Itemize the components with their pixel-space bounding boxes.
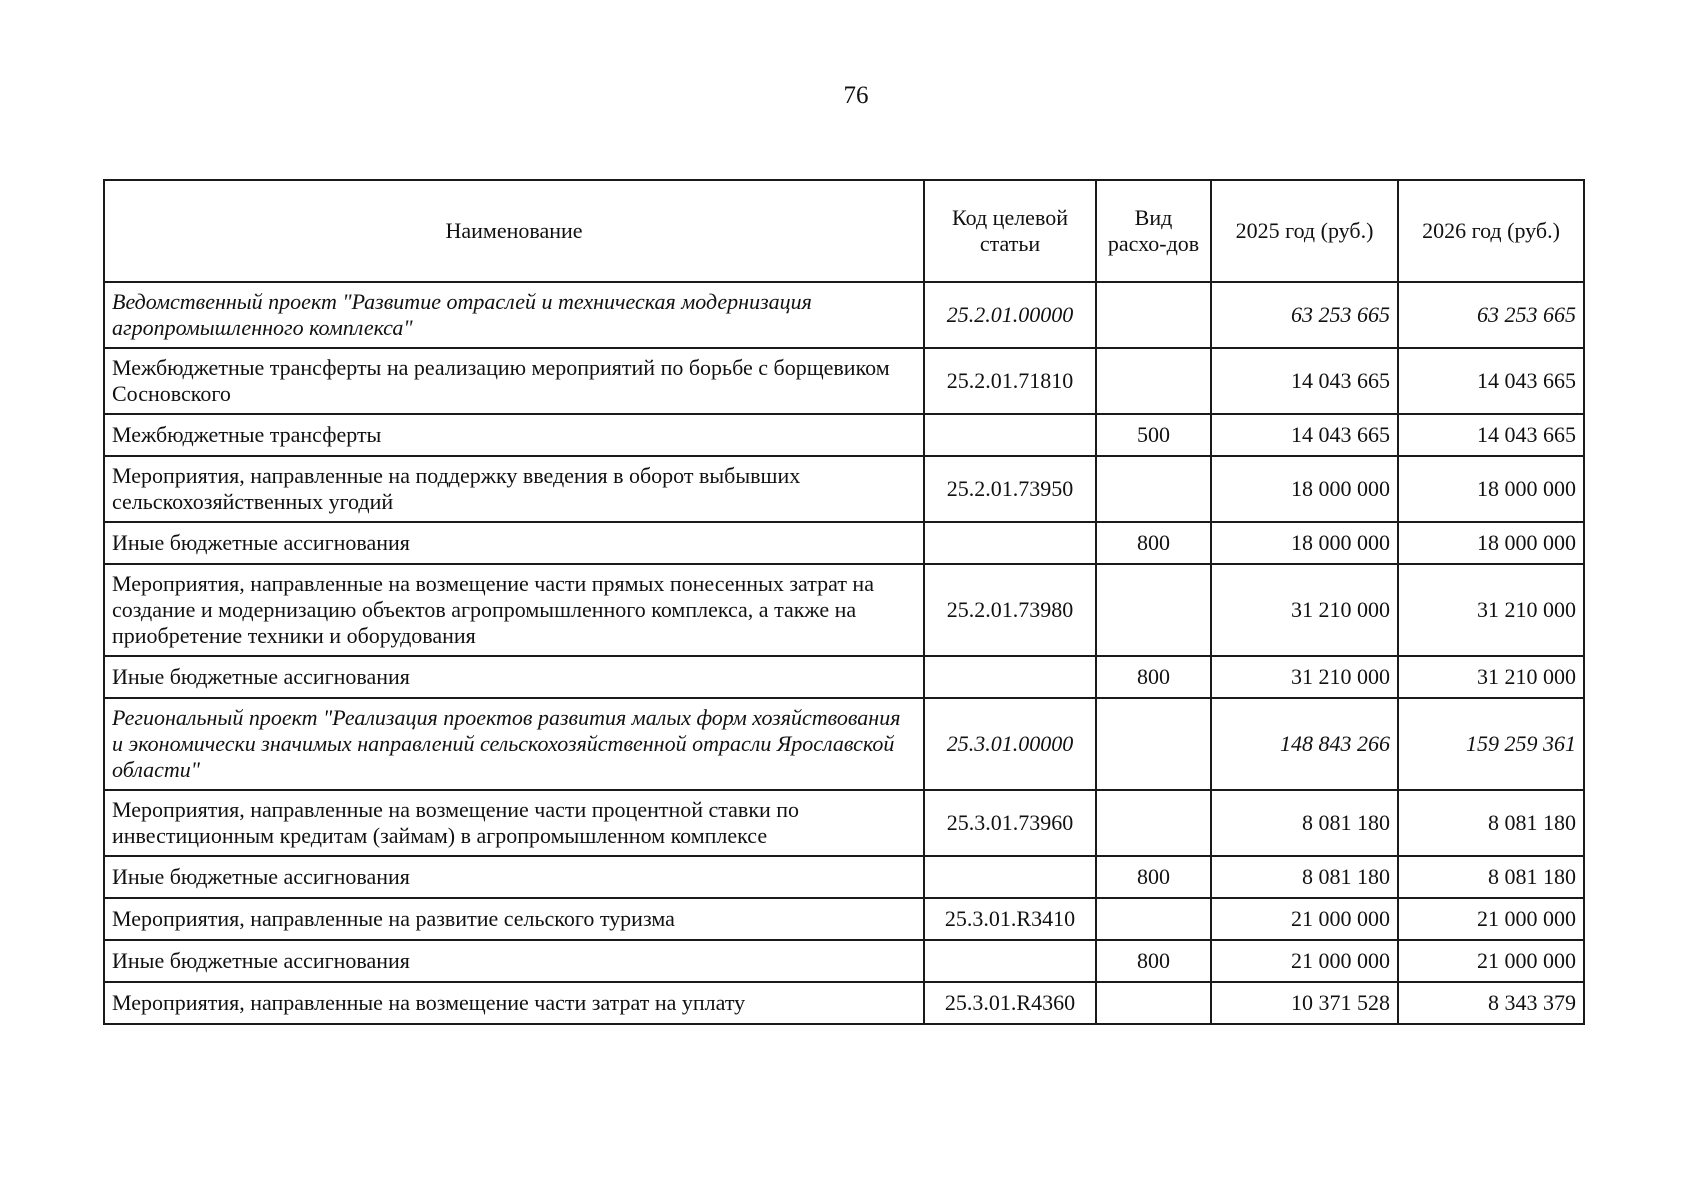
- row-code-cell: 25.2.01.00000: [924, 282, 1096, 348]
- table-row: [104, 698, 1584, 790]
- header-year-2025: 2025 год (руб.): [1211, 180, 1398, 282]
- row-type-cell: 500: [1096, 414, 1211, 456]
- row-amount-2026-cell: 159 259 361: [1398, 698, 1584, 790]
- row-code-cell: 25.2.01.73980: [924, 564, 1096, 656]
- header-code: Код целевой статьи: [924, 180, 1096, 282]
- row-amount-2026-cell: 18 000 000: [1398, 456, 1584, 522]
- row-amount-2026-cell: 18 000 000: [1398, 522, 1584, 564]
- row-name-cell: Мероприятия, направленные на возмещение части прямых понесенных затрат на создание и модернизацию объектов агропромышленного комплекса, а также на приобретение техники и оборудования: [104, 564, 924, 656]
- row-type-cell: [1096, 790, 1211, 856]
- table-row: [104, 282, 1584, 348]
- row-amount-2026-cell: 63 253 665: [1398, 282, 1584, 348]
- row-name-cell: Ведомственный проект "Развитие отраслей и техническая модернизация агропромышленного комплекса": [104, 282, 924, 348]
- row-type-cell: 800: [1096, 656, 1211, 698]
- row-type-cell: [1096, 348, 1211, 414]
- row-amount-2025-cell: 31 210 000: [1211, 564, 1398, 656]
- table-row: [104, 982, 1584, 1024]
- row-amount-2026-cell: 8 343 379: [1398, 982, 1584, 1024]
- table-row: [104, 940, 1584, 982]
- row-type-cell: 800: [1096, 522, 1211, 564]
- row-amount-2026-cell: 8 081 180: [1398, 790, 1584, 856]
- table-header-row: [104, 180, 1584, 282]
- row-code-cell: [924, 522, 1096, 564]
- row-code-cell: [924, 940, 1096, 982]
- row-amount-2025-cell: 8 081 180: [1211, 856, 1398, 898]
- row-name-cell: Межбюджетные трансферты на реализацию мероприятий по борьбе с борщевиком Сосновского: [104, 348, 924, 414]
- row-type-cell: [1096, 698, 1211, 790]
- header-year-2026: 2026 год (руб.): [1398, 180, 1584, 282]
- table-row: [104, 414, 1584, 456]
- row-code-cell: [924, 414, 1096, 456]
- row-name-cell: Мероприятия, направленные на поддержку введения в оборот выбывших сельскохозяйственных угодий: [104, 456, 924, 522]
- row-amount-2025-cell: 31 210 000: [1211, 656, 1398, 698]
- row-amount-2025-cell: 18 000 000: [1211, 522, 1398, 564]
- row-amount-2025-cell: 21 000 000: [1211, 940, 1398, 982]
- table-row: [104, 656, 1584, 698]
- row-amount-2025-cell: 148 843 266: [1211, 698, 1398, 790]
- row-code-cell: 25.3.01.R4360: [924, 982, 1096, 1024]
- table-row: [104, 790, 1584, 856]
- row-amount-2026-cell: 21 000 000: [1398, 940, 1584, 982]
- row-amount-2025-cell: 14 043 665: [1211, 348, 1398, 414]
- row-code-cell: 25.2.01.71810: [924, 348, 1096, 414]
- row-name-cell: Региональный проект "Реализация проектов развития малых форм хозяйствования и экономически значимых направлений сельскохозяйственной отрасли Ярославской области": [104, 698, 924, 790]
- row-type-cell: [1096, 564, 1211, 656]
- row-code-cell: 25.2.01.73950: [924, 456, 1096, 522]
- row-name-cell: Иные бюджетные ассигнования: [104, 856, 924, 898]
- table-row: [104, 856, 1584, 898]
- row-name-cell: Иные бюджетные ассигнования: [104, 656, 924, 698]
- row-type-cell: 800: [1096, 940, 1211, 982]
- row-code-cell: [924, 856, 1096, 898]
- row-amount-2025-cell: 21 000 000: [1211, 898, 1398, 940]
- row-amount-2026-cell: 21 000 000: [1398, 898, 1584, 940]
- row-amount-2026-cell: 14 043 665: [1398, 414, 1584, 456]
- table-row: [104, 564, 1584, 656]
- row-type-cell: 800: [1096, 856, 1211, 898]
- row-code-cell: 25.3.01.00000: [924, 698, 1096, 790]
- row-name-cell: Иные бюджетные ассигнования: [104, 522, 924, 564]
- row-name-cell: Мероприятия, направленные на развитие сельского туризма: [104, 898, 924, 940]
- page-number: 76: [843, 82, 869, 109]
- table-row: [104, 348, 1584, 414]
- row-name-cell: Мероприятия, направленные на возмещение части затрат на уплату: [104, 982, 924, 1024]
- row-name-cell: Мероприятия, направленные на возмещение части процентной ставки по инвестиционным кредитам (займам) в агропромышленном комплексе: [104, 790, 924, 856]
- row-type-cell: [1096, 456, 1211, 522]
- table-row: [104, 456, 1584, 522]
- row-amount-2025-cell: 63 253 665: [1211, 282, 1398, 348]
- table-row: [104, 898, 1584, 940]
- row-amount-2026-cell: 14 043 665: [1398, 348, 1584, 414]
- row-code-cell: 25.3.01.R3410: [924, 898, 1096, 940]
- table-body: [104, 282, 1584, 1024]
- row-amount-2026-cell: 31 210 000: [1398, 656, 1584, 698]
- row-amount-2025-cell: 14 043 665: [1211, 414, 1398, 456]
- header-type: Вид расхо-дов: [1096, 180, 1211, 282]
- row-type-cell: [1096, 282, 1211, 348]
- row-amount-2025-cell: 8 081 180: [1211, 790, 1398, 856]
- row-name-cell: Иные бюджетные ассигнования: [104, 940, 924, 982]
- row-type-cell: [1096, 898, 1211, 940]
- row-code-cell: 25.3.01.73960: [924, 790, 1096, 856]
- row-amount-2025-cell: 10 371 528: [1211, 982, 1398, 1024]
- header-name: Наименование: [104, 180, 924, 282]
- row-amount-2026-cell: 8 081 180: [1398, 856, 1584, 898]
- row-amount-2025-cell: 18 000 000: [1211, 456, 1398, 522]
- table-row: [104, 522, 1584, 564]
- row-type-cell: [1096, 982, 1211, 1024]
- budget-table: [103, 179, 1585, 1025]
- row-name-cell: Межбюджетные трансферты: [104, 414, 924, 456]
- row-code-cell: [924, 656, 1096, 698]
- row-amount-2026-cell: 31 210 000: [1398, 564, 1584, 656]
